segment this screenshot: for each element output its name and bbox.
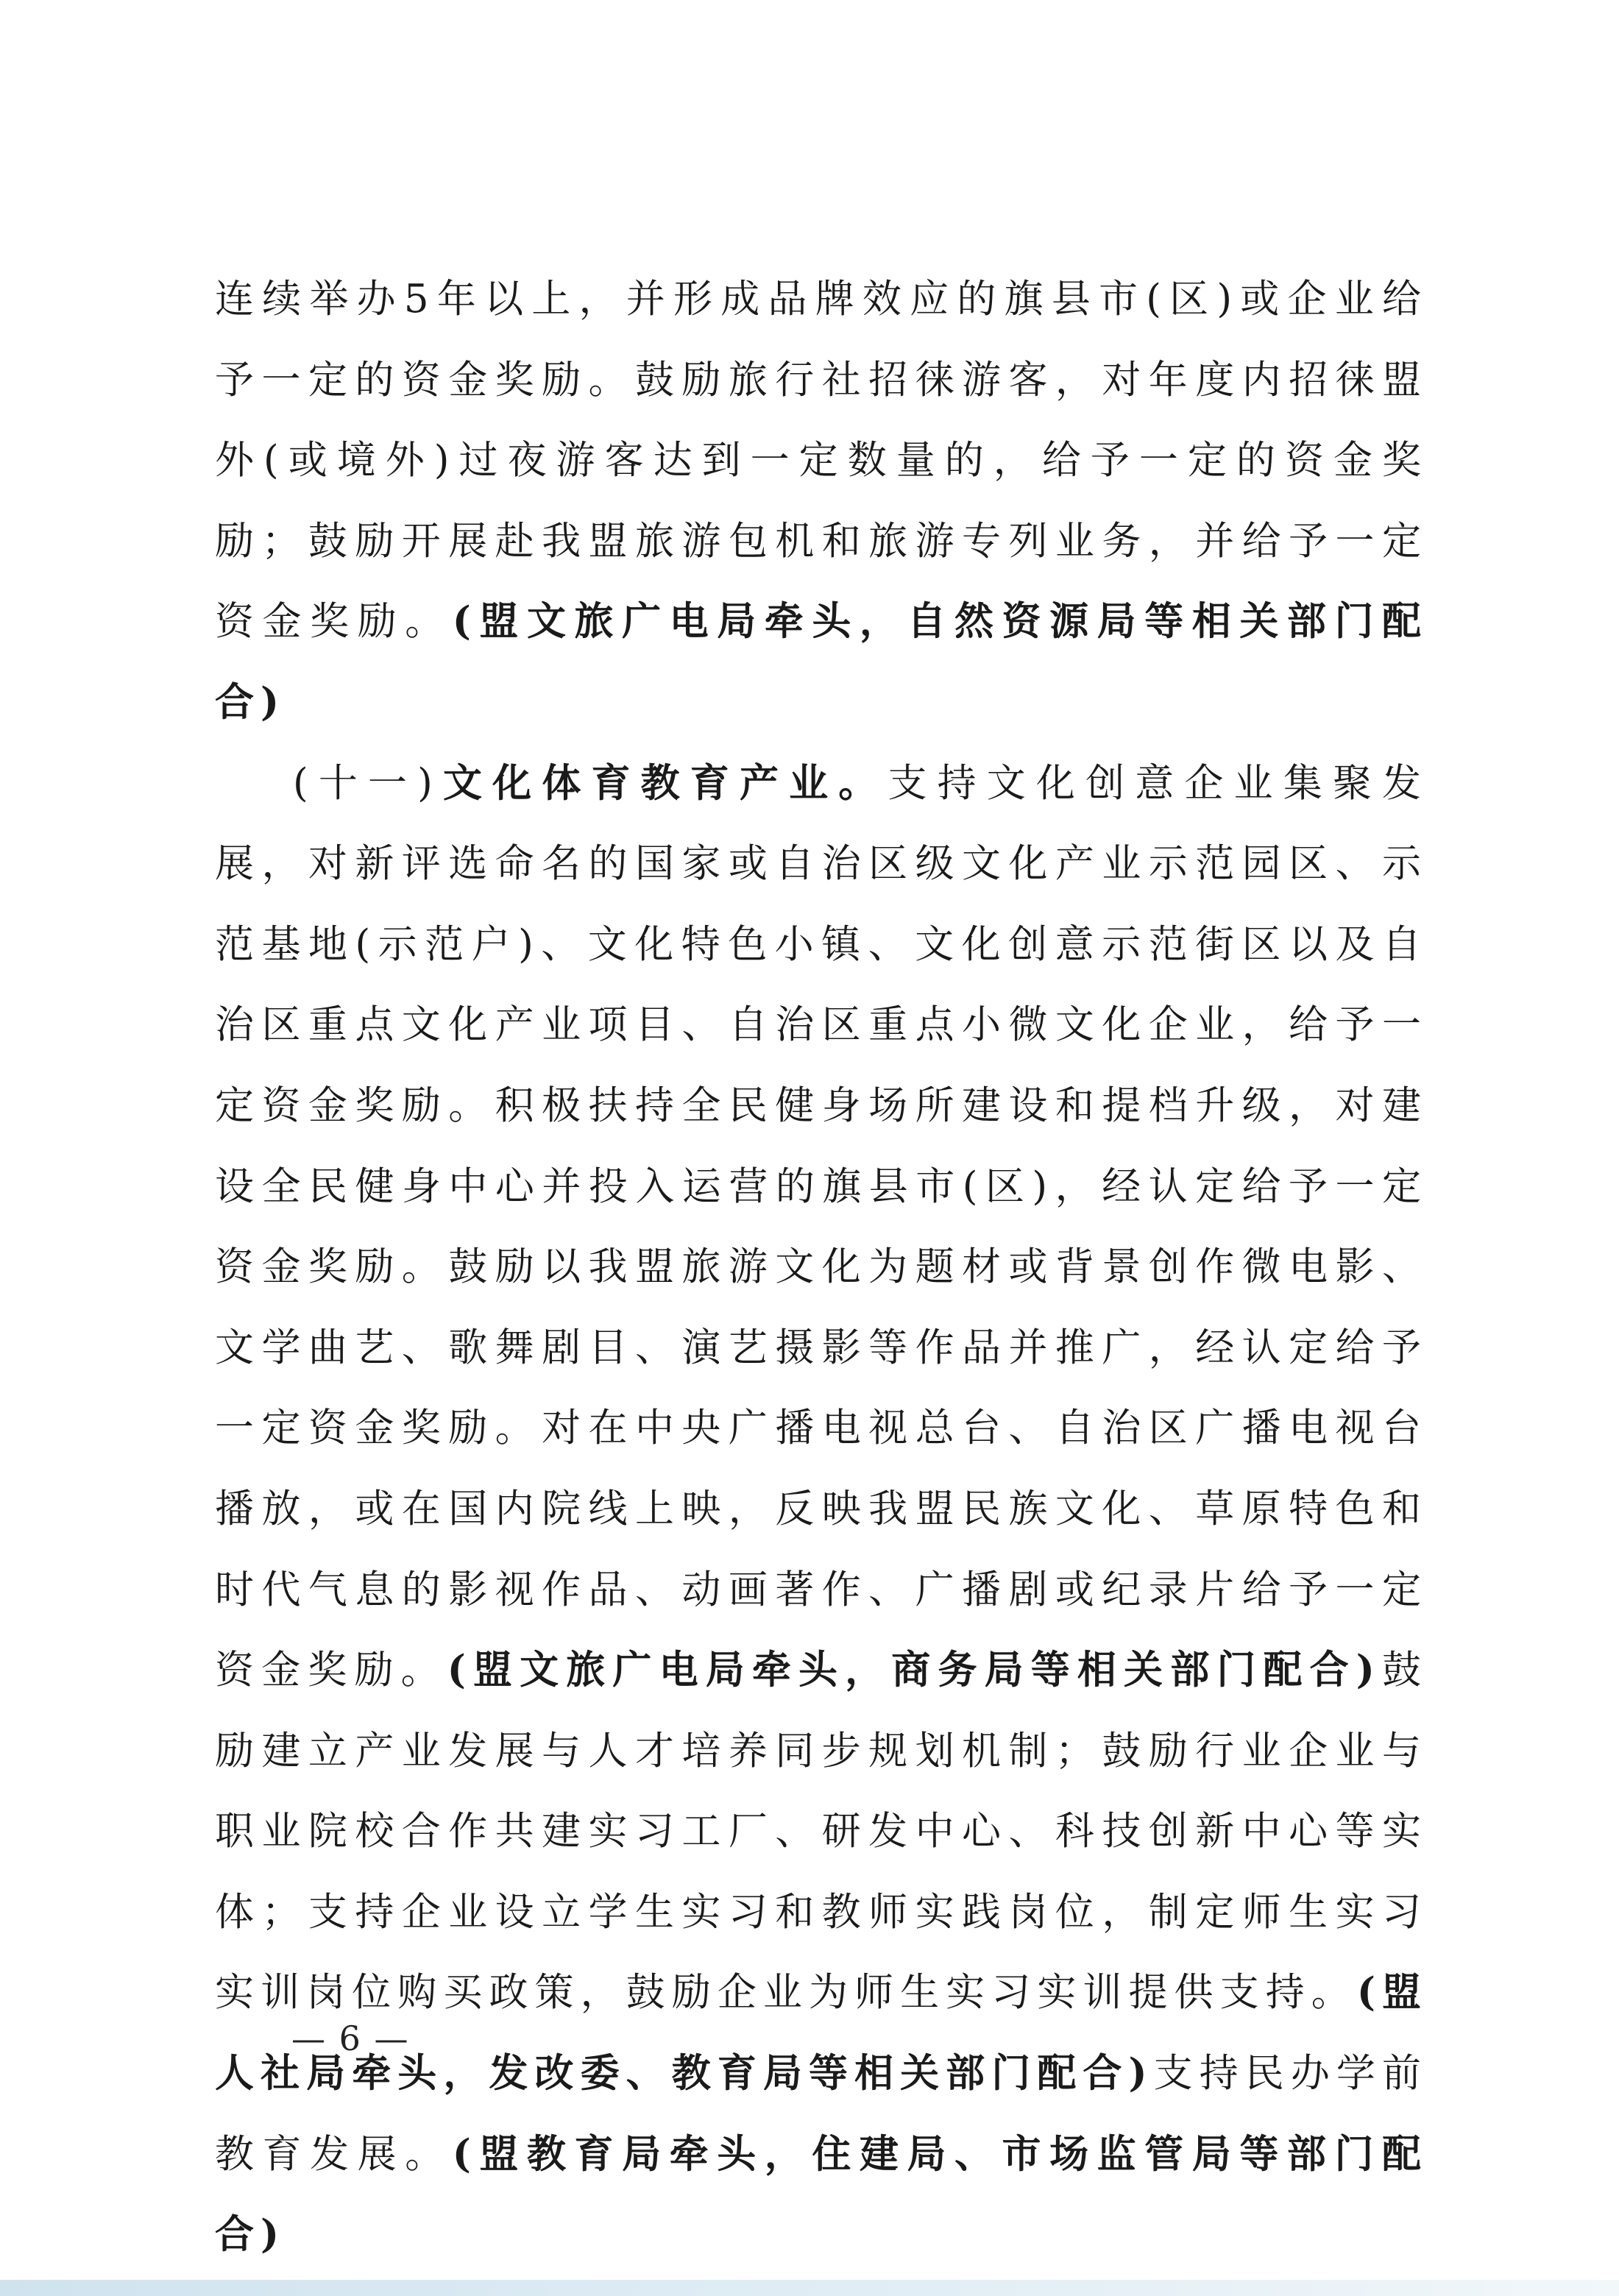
paragraph-1 [215,259,1428,743]
body-text [215,259,1428,2275]
page-number: — 6 — [291,2019,410,2058]
paragraph-2-run-3: 支持文化创意企业集聚发展，对新评选命名的国家或自治区级文化产业示范园区、示范基地(示范户)、文化特色小镇、文化创意示范街区以及自治区重点文化产业项目、自治区重点小微文化企业，给予一定资金奖励。积极扶持全民健身场所建设和提档升级，对建设全民健身中心并投入运营的旗县市(区)，经认定给予一定资金奖励。鼓励以我盟旅游文化为题材或背景创作微电影、文学曲艺、歌舞剧目、演艺摄影等作品并推广，经认定给予一定资金奖励。对在中央广播电视总台、自治区广播电视台播放，或在国内院线上映，反映我盟民族文化、草原特色和时代气息的影视作品、动画著作、广播剧或纪录片给予一定资金奖励。 [215,760,1428,1693]
paragraph-2-run-7: 支持民办学前教育发展。 [215,2051,1428,2177]
paragraph-1-run-1: 连续举办5年以上，并形成品牌效应的旗县市(区)或企业给予一定的资金奖励。鼓励旅行社招徕游客，对年度内招徕盟外(或境外)过夜游客达到一定数量的，给予一定的资金奖励；鼓励开展赴我盟旅游包机和旅游专列业务，并给予一定资金奖励。 [215,277,1428,645]
paragraph-2-run-8: (盟教育局牵头，住建局、市场监管局等部门配合) [215,2130,1428,2258]
section-heading: 文化体育教育产业。 [439,759,888,806]
paragraph-2-run-5: 鼓励建立产业发展与人才培养同步规划机制；鼓励行业企业与职业院校合作共建实习工厂、研发中心、科技创新中心等实体；支持企业设立学生实习和教师实践岗位，制定师生实习实训岗位购买政策，鼓励企业为师生实习实训提供支持。 [215,1648,1428,2016]
paragraph-1-run-2: (盟文旅广电局牵头，自然资源局等相关部门配合) [215,598,1428,725]
paragraph-2-run-4: (盟文旅广电局牵头，商务局等相关部门配合) [447,1647,1381,1693]
paragraph-2-run-6: (盟人社局牵头，发改委、教育局等相关部门配合) [215,1969,1428,2097]
paragraph-2-run-1: (十一) [293,760,439,806]
scan-edge-strip [0,2280,1619,2296]
